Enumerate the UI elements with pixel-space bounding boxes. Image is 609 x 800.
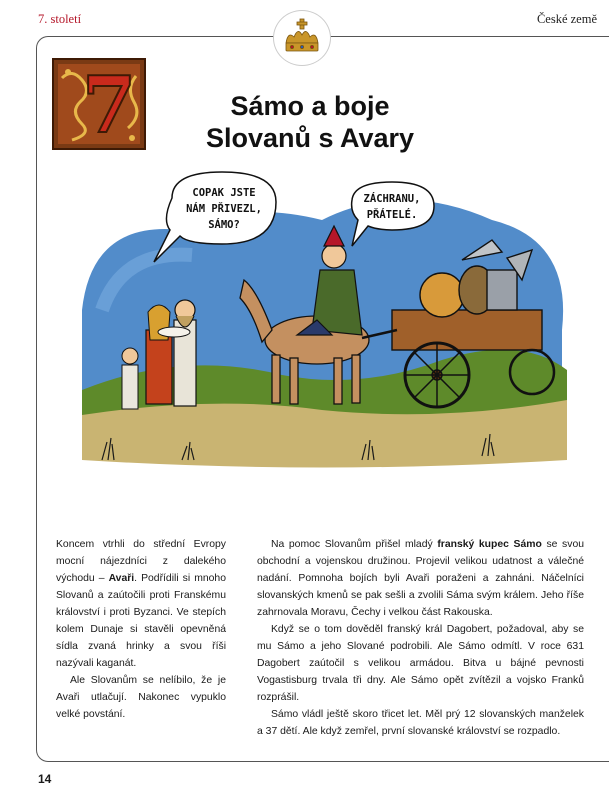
title-line-1: Sámo a boje	[230, 91, 390, 121]
chapter-label: 7. století	[38, 12, 82, 26]
bubble-left-line-1: COPAK JSTE	[192, 187, 256, 199]
text-run: Na pomoc Slovanům přišel mladý	[271, 539, 438, 550]
paragraph	[56, 536, 226, 672]
bold-term: Avaři	[108, 573, 135, 584]
paragraph: Sámo vládl ještě skoro třicet let. Měl prý 12 slovanských manželek a 37 dětí. Ale když zemřel, první slovanské království se rozpadlo.	[257, 709, 584, 737]
initial-digit: 7	[82, 60, 137, 151]
bubble-right-line-1: ZÁCHRANU,	[363, 193, 421, 205]
bubble-left-line-3: SÁMO?	[208, 219, 240, 231]
bold-term: franský kupec Sámo	[437, 539, 542, 550]
paragraph: Ale Slovanům se nelíbilo, že je Avaři utlačují. Nakonec vypuklo velké povstání.	[56, 675, 226, 720]
crown-emblem-icon	[273, 10, 331, 66]
text-column-1	[56, 536, 226, 723]
section-label: České země	[536, 12, 597, 26]
text-column-2	[257, 536, 584, 740]
text-run: se svou obchodní a vojenskou družinou. Projevil velikou udatnost a válečné nadání. Pomnoha bojích byli Avaři poraženi a zahnáni. Náčelníci slovanských kmenů se pak sešli a zvolili Sáma svým králem. Jeho říše zahrnovala Moravu, Čechy i velkou část Rakouska.	[257, 539, 584, 618]
bubble-right-line-2: PŘÁTELÉ.	[366, 209, 418, 221]
paragraph: Když se o tom dověděl franský král Dagobert, požadoval, aby se mu Sámo a jeho Slované podrobili. Ale Sámo odmítl. V roce 631 Dagobert zaútočil s velikou armádou. Bitva u bájné pevnosti Vogastisburg trvala tři dny. Ale Sámo opět zvítězil a vojsko Franků rozprášil.	[257, 624, 584, 703]
paragraph	[257, 536, 584, 621]
illustration-samo-arrives	[62, 160, 582, 500]
text-run: . Podřídili si mnoho Slovanů a zaútočili proti Franskému království i proti Byzanci. Ve stepích kolem Dunaje si stavěli opevněná sídla zvaná hrinky a svou říši nazývali kaganát.	[56, 573, 226, 669]
page-number: 14	[38, 772, 52, 786]
title-line-2: Slovanů s Avary	[205, 123, 415, 153]
bubble-left-line-2: NÁM PŘIVEZL,	[186, 203, 262, 215]
decorative-initial	[52, 58, 146, 150]
text-run: Koncem vtrhli do střední Evropy mocní nájezdníci z dalekého východu –	[56, 539, 226, 584]
page-title	[190, 90, 430, 154]
